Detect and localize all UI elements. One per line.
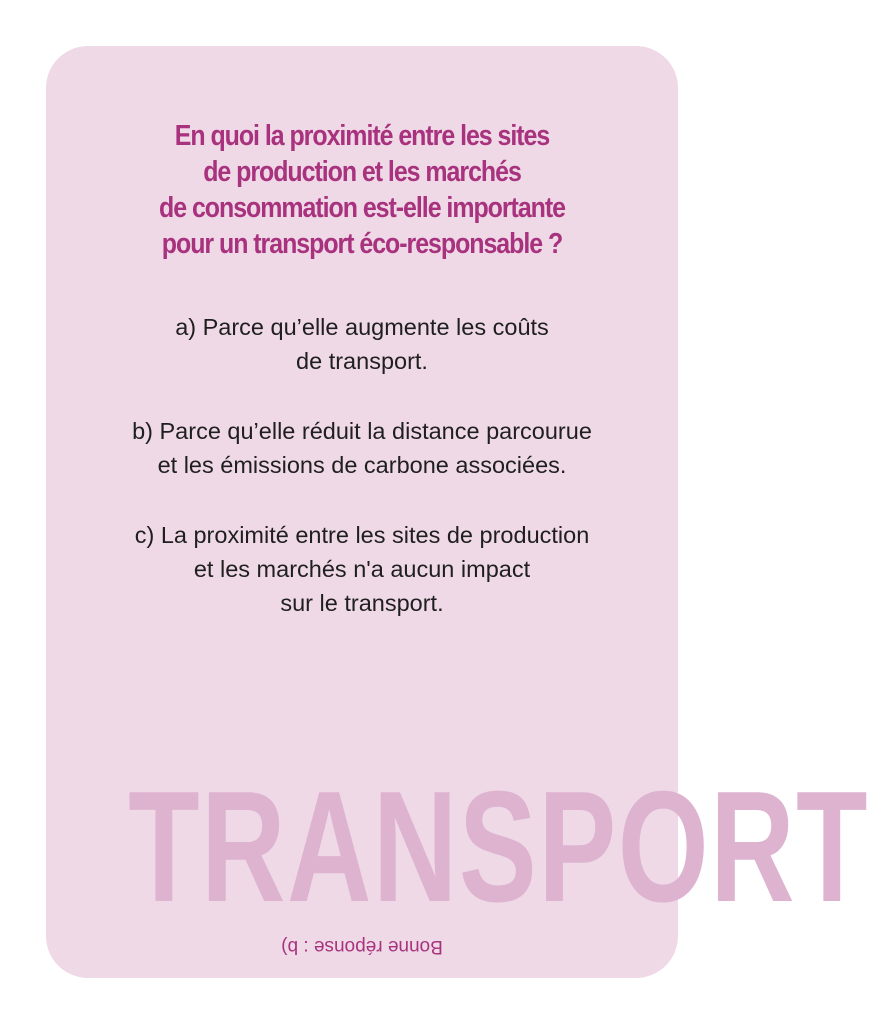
answer-line: et les marchés n'a aucun impact: [193, 556, 531, 582]
question-line: de production et les marchés: [203, 156, 521, 188]
answer-line: a) Parce qu’elle augmente les coûts: [175, 314, 549, 340]
answer-line: sur le transport.: [280, 590, 444, 616]
answer-c: [46, 518, 678, 620]
correct-answer-upside-down: Bonne réponse : b): [281, 936, 443, 957]
question-line: pour un transport éco-responsable ?: [161, 228, 563, 260]
answer-line: c) La proximité entre les sites de production: [134, 522, 590, 548]
answer-a: [46, 310, 678, 378]
quiz-card: [46, 46, 869, 978]
question-line: En quoi la proximité entre les sites: [174, 120, 550, 152]
question-line: de consommation est-elle importante: [159, 192, 565, 224]
question-text: [116, 118, 608, 262]
answer-line: b) Parce qu’elle réduit la distance parcourue: [132, 418, 592, 444]
answer-list: [46, 310, 678, 656]
answer-b: [46, 414, 678, 482]
answer-line: de transport.: [296, 348, 428, 374]
category-watermark: TRANSPORT: [128, 759, 869, 935]
answer-line: et les émissions de carbone associées.: [157, 452, 567, 478]
